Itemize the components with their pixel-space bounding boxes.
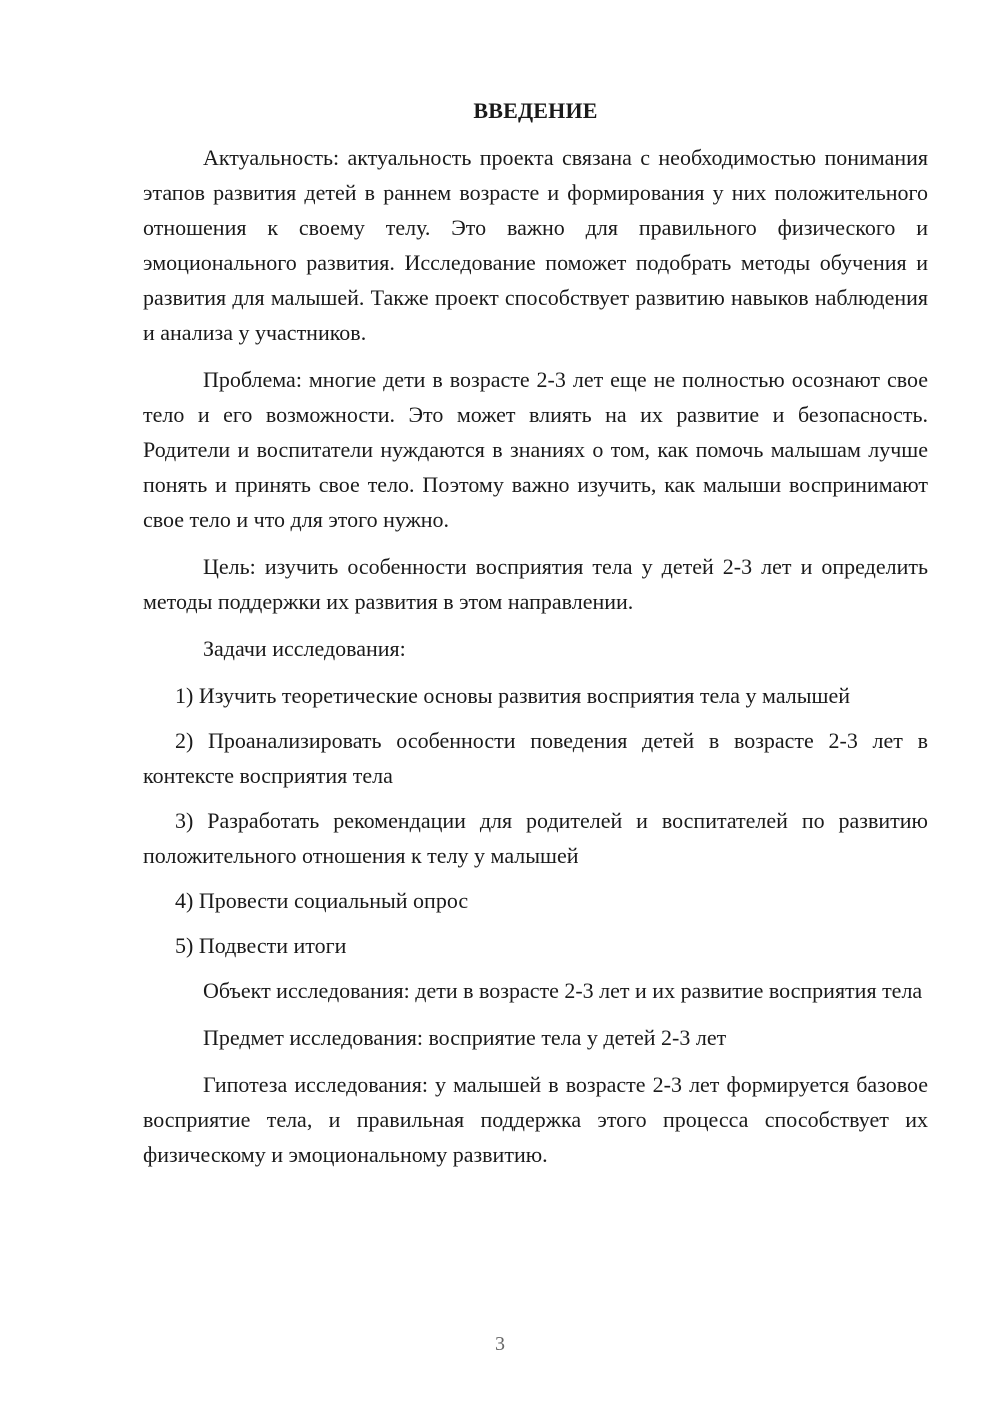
task-item: 4) Провести социальный опрос	[175, 888, 469, 913]
task-item: 3) Разработать рекомендации для родителей и воспитателей по развитию положительного отношения к телу у малышей	[143, 808, 928, 868]
task-item: 5) Подвести итоги	[175, 933, 347, 958]
task-item: 2) Проанализировать особенности поведения детей в возрасте 2-3 лет в контексте восприятия тела	[143, 728, 928, 788]
paragraph-problem: Проблема: многие дети в возрасте 2-3 лет еще не полностью осознают свое тело и его возможности. Это может влиять на их развитие и безопасность. Родители и воспитатели нуждаются в знаниях о том, как помочь малышам лучше понять и принять свое тело. Поэтому важно изучить, как малыши воспринимают свое тело и что для этого нужно.	[143, 367, 928, 532]
paragraph-goal: Цель: изучить особенности восприятия тела у детей 2-3 лет и определить методы поддержки их развития в этом направлении.	[143, 554, 928, 614]
tasks-heading: Задачи исследования:	[203, 636, 406, 661]
page-number: 3	[495, 1333, 505, 1355]
paragraph-object: Объект исследования: дети в возрасте 2-3 лет и их развитие восприятия тела	[203, 978, 923, 1003]
section-title: ВВЕДЕНИЕ	[473, 98, 598, 123]
task-item: 1) Изучить теоретические основы развития восприятия тела у малышей	[175, 683, 851, 708]
paragraph-subject: Предмет исследования: восприятие тела у детей 2-3 лет	[203, 1025, 727, 1050]
tasks-list	[143, 678, 928, 963]
paragraph-relevance: Актуальность: актуальность проекта связана с необходимостью понимания этапов развития детей в раннем возрасте и формирования у них положительного отношения к своему телу. Это важно для правильного физического и эмоционального развития. Исследование поможет подобрать методы обучения и развития для малышей. Также проект способствует развитию навыков наблюдения и анализа у участников.	[143, 145, 928, 345]
document-body	[143, 93, 928, 1184]
paragraph-hypothesis: Гипотеза исследования: у малышей в возрасте 2-3 лет формируется базовое восприятие тела, и правильная поддержка этого процесса способствует их физическому и эмоциональному развитию.	[143, 1072, 928, 1167]
